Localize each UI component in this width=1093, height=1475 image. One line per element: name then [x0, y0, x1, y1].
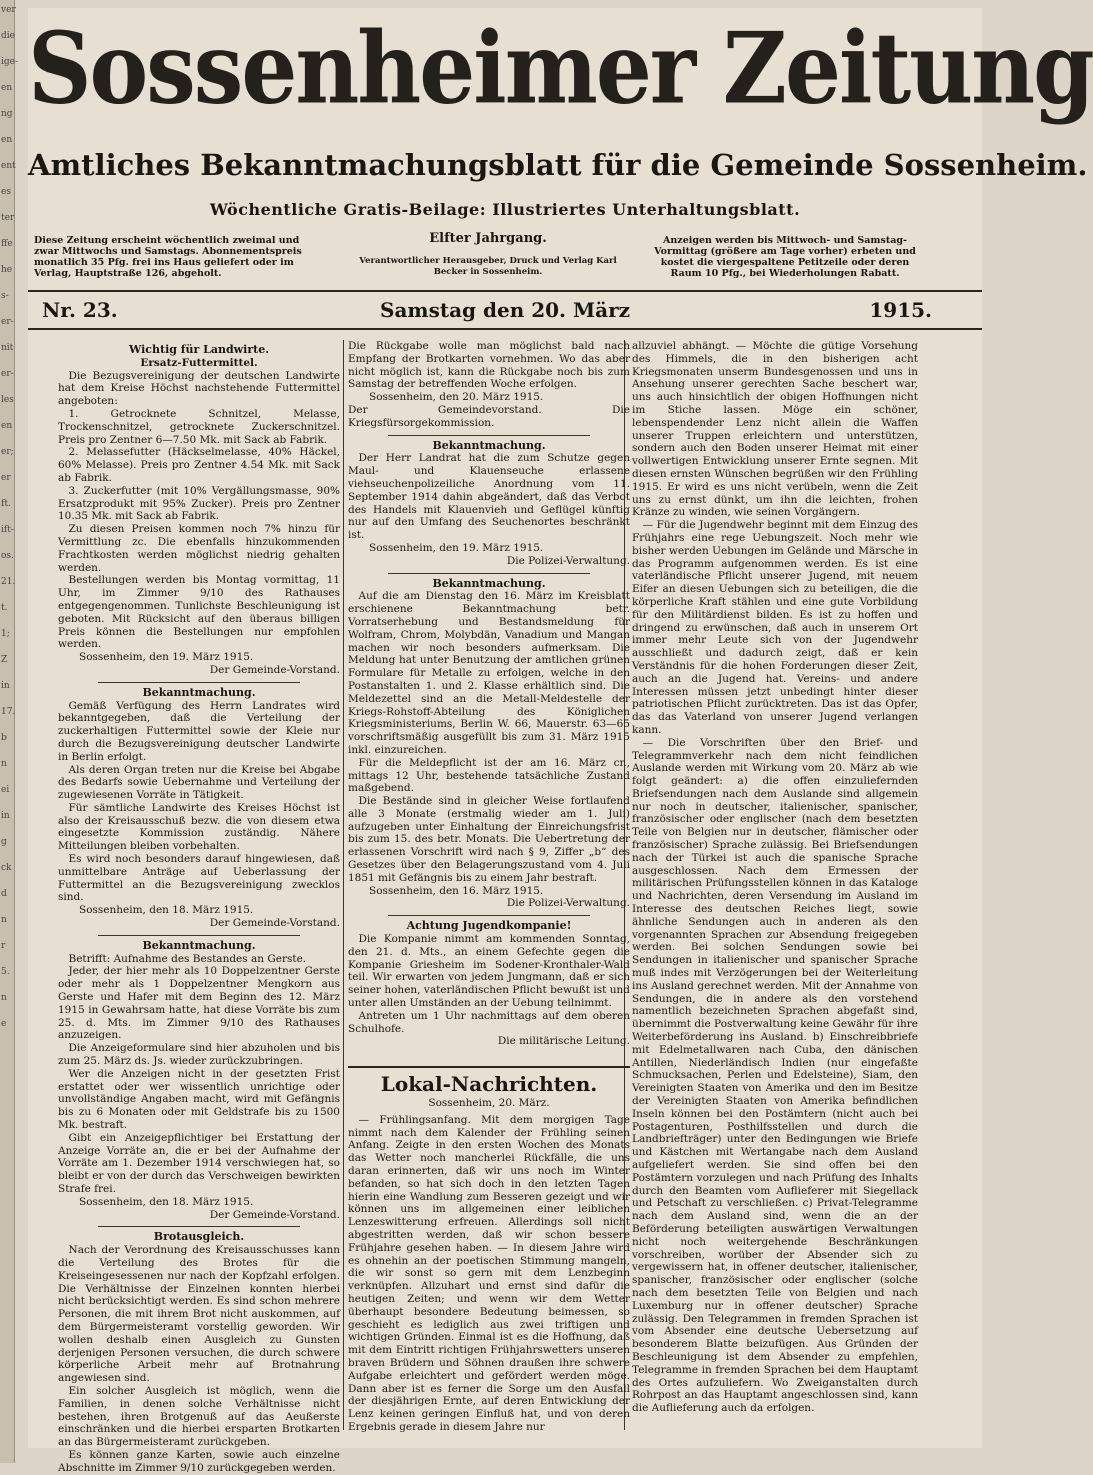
edge-fragment: er- — [1, 369, 14, 379]
edge-fragment: ng — [1, 109, 13, 119]
edge-fragment: ver — [1, 5, 16, 15]
list-item: 2. Melassefutter (Häckselmelasse, 40% Häckel, 60% Melasse). Preis pro Zentner 4.54 Mk. mit Sack ab Fabrik. — [58, 446, 340, 484]
section-title: Achtung Jugendkompanie! — [406, 919, 572, 933]
edge-fragment: er; — [1, 447, 14, 457]
edge-fragment: b — [1, 733, 7, 743]
column-1 — [58, 340, 340, 1474]
edge-fragment: Z — [1, 655, 8, 665]
publisher-info — [358, 233, 618, 278]
adjacent-page-edge — [0, 0, 19, 1463]
paragraph: Für die Meldepflicht ist der am 16. März cr., mittags 12 Uhr, bestehende tatsächliche Zustand maßgebend. — [348, 756, 630, 795]
edge-fragment: r — [1, 941, 6, 951]
issue-year: 1915. — [869, 298, 932, 322]
signature: Der Gemeinde-Vorstand. — [209, 917, 340, 930]
signature: Der Gemeindevorstand. Die Kriegsfürsorgekommission. — [348, 403, 630, 429]
place-date: Sossenheim, den 19. März 1915. — [79, 651, 254, 664]
subscription-info: Diese Zeitung erscheint wöchentlich zweimal und zwar Mittwochs und Samstags. Abonnementspreis monatlich 35 Pfg. frei ins Haus geliefert oder im Verlag, Hauptstraße 126, abgeholt. — [34, 235, 302, 279]
paragraph: Antreten um 1 Uhr nachmittags auf dem oberen Schulhofe. — [348, 1009, 630, 1035]
edge-fragment: g — [1, 837, 7, 847]
place-date: Sossenheim, den 19. März 1915. — [369, 541, 544, 554]
edge-fragment: en — [1, 421, 13, 431]
paragraph: Es wird noch besonders darauf hingewiesen, daß unmittelbare Anträge auf Ueberlassung der Futtermittel an die Bezugsvereinigung zwecklos sind. — [58, 853, 340, 904]
paragraph: Die Anzeigeformulare sind hier abzuholen und bis zum 25. März ds. Js. wieder zurückzubringen. — [58, 1042, 340, 1068]
edge-fragment: os. — [1, 551, 14, 561]
issue-number: Nr. 23. — [42, 298, 118, 322]
edge-fragment: ent — [1, 161, 16, 171]
paragraph: Die Rückgabe wolle man möglichst bald nach Empfang der Brotkarten vornehmen. Wo das aber nicht möglich ist, kann die Rückgabe noch bis zum Samstag der betreffenden Woche erfolgen. — [348, 340, 630, 391]
supplement-line: Wöchentliche Gratis-Beilage: Illustriertes Unterhaltungsblatt. — [209, 200, 801, 219]
edge-fragment: es — [1, 187, 11, 197]
paragraph: Auf die am Dienstag den 16. März im Kreisblatt erschienene Bekanntmachung betr. Vorratserhebung und Bestandsmeldung für Wolfram, Chrom, Molybdän, Vanadium und Mangan machen wir noch besonders aufmerksam. Die Meldung hat unter Benutzung der amtlichen grünen Formulare für Metalle zu erfolgen, welche in den Postanstalten 1. und 2. Klasse erhältlich sind. Die Meldezettel sind an die Metall-Meldestelle der Kriegs-Rohstoff-Abteilung des Königlichen Kriegsministeriums, Berlin W. 66, Mauerstr. 63—65 vorschriftsmäßig ausgefüllt bis zum 31. März 1915 inkl. einzureichen. — [348, 590, 630, 756]
signature: Die militärische Leitung. — [497, 1035, 630, 1048]
publisher-line: Verantwortlicher Herausgeber, Druck und Verlag Karl Becker in Sossenheim. — [359, 256, 617, 277]
section-rule — [98, 1226, 300, 1227]
edge-fragment: n — [1, 915, 7, 925]
section-rule — [98, 682, 300, 683]
edge-fragment: die — [1, 31, 15, 41]
section-rule — [388, 573, 590, 574]
paragraph: Als deren Organ treten nur die Kreise bei Abgabe des Bedarfs sowie Uebernahme und Verteilung der zugewiesenen Vorräte in Tätigkeit. — [58, 763, 340, 802]
paragraph: Ein solcher Ausgleich ist möglich, wenn die Familien, in denen solche Verhältnisse nicht bestehen, ihren Brotgenuß auf das Aeußerste einschränken und die hierbei ersparten Brotkarten an das Bürgermeisteramt zurückgeben. — [58, 1384, 340, 1449]
section-rule — [388, 435, 590, 436]
edge-fragment: d — [1, 889, 7, 899]
edge-fragment: he — [1, 265, 13, 275]
list-item: 3. Zuckerfutter (mit 10% Vergällungsmasse, 90% Ersatzprodukt mit 95% Zucker). Preis pro Zentner 10.35 Mk. mit Sack ab Fabrik. — [58, 484, 340, 523]
edge-fragment: nit — [1, 343, 14, 353]
place-date: Sossenheim, den 18. März 1915. — [79, 1195, 254, 1208]
newspaper-subtitle: Amtliches Bekanntmachungsblatt für die Gemeinde Sossenheim. — [28, 148, 1088, 182]
section-rule — [388, 915, 590, 916]
paragraph: — Die Vorschriften über den Brief- und Telegrammverkehr nach dem nicht feindlichen Auslande werden mit Wirkung vom 20. März ab wie folgt geändert: a) die offen einzuliefernden Briefsendungen nach dem Auslande sind allgemein nur noch in deutscher, italienischer, spanischer, französischer oder englischer (nach dem besetzten Teile von Belgien nur in deutscher, flämischer oder französischer) Sprache zulässig. Bei Briefsendungen nach der Türkei ist auch die spanische Sprache ausgeschlossen. Nach dem Ermessen der militärischen Prüfungsstellen können in das Kataloge und Nachrichten, deren Versendung im Ausland im Interesse des deutschen Reiches liegt, sowie ähnliche Sendungen auch in anderen als den vorgenannten Sprachen zur Absendung freigegeben werden. Bei solchen Sendungen sowie bei Sendungen in italienischer und spanischer Sprache muß indes mit Verzögerungen bei der Weiterleitung ins Ausland gerechnet werden. Mit der Annahme von Sendungen, die in andere als den vorstehend namentlich bezeichneten Sprachen abgefaßt sind, übernimmt die Postverwaltung keine Gewähr für ihre Weiterbeförderung ins Ausland. b) Einschreibbriefe mit Edelmetallwaren nach Cuba, den dänischen Antillen, Niederländisch Indien (nur eingefaßte Schmucksachen, Perlen und Edelsteine), Siam, den Vereinigten Staaten von Amerika und den im Besitze der Vereinigten Staaten von Amerika befindlichen Inseln können bei den Postämtern (nicht auch bei Postagenturen, Posthilfsstellen und durch die Landbriefträger) unter den Bedingungen wie Briefe und Kästchen mit Wertangabe nach dem Ausland aufgeliefert werden. Sie sind offen bei den Postämtern vorzulegen und nach Prüfung des Inhalts durch den Beamten vom Auflieferer mit Siegellack und Petschaft zu verschließen. c) Privat-Telegramme nach dem Ausland sind, wenn die an der Beförderung beteiligten auswärtigen Verwaltungen nicht noch weitergehende Beschränkungen vorschreiben, worüber der Absender sich zu vergewissern hat, in offener deutscher, italienischer, spanischer, französischer oder englischer (solche nach dem besetzten Teile von Belgien und nach Luxemburg nur in offener deutscher) Sprache zulässig. Den Telegrammen in fremden Sprachen ist vom Absender eine deutsche Uebersetzung auf besonderem Blatte beizufügen. Aus Gründen der Beschleunigung ist dem Absender zu empfehlen, Telegramme in fremden Sprachen bei dem Hauptamt des Ortes aufzuliefern. Wo Zweiganstalten durch Rohrpost an das Hauptamt angeschlossen sind, kann die Auflieferung auch da erfolgen. — [632, 736, 918, 1415]
newspaper-page — [28, 8, 1093, 1474]
list-item: 1. Getrocknete Schnitzel, Melasse, Trockenschnitzel, getrocknete Zuckerschnitzel. Preis pro Zentner 6—7.50 Mk. mit Sack ab Fabrik. — [58, 407, 340, 446]
edge-fragment: t. — [1, 603, 8, 613]
paragraph: — Frühlingsanfang. Mit dem morgigen Tage nimmt nach dem Kalender der Frühling seinen Anfang. Zeigte in den ersten Wochen des Monats das Wetter noch mancherlei Rückfälle, die uns daran erinnerten, daß wir uns noch im Winter befanden, so hat sich doch in den letzten Tagen hierin eine Wandlung zum Besseren gezeigt und wir können uns im allgemeinen einer leiblichen Lenzeswitterung erfreuen. Allerdings soll nicht abgestritten werden, daß wir schon bessere Frühjahre gesehen haben. — In diesem Jahre wird es ohnehin an der poetischen Stimmung mangeln, die wir sonst so gern mit dem Lenzbeginn verknüpfen. Allzuhart und ernst sind dafür die heutigen Zeiten; und wenn wir dem Wetter überhaupt besondere Bedeutung beimessen, so geschieht es lediglich aus zwei triftigen und wichtigen Gründen. Einmal ist es die Hoffnung, daß mit dem Eintritt richtigen Frühjahrswetters unseren braven Brüdern und Söhnen draußen ihre schwere Aufgabe erleichtert und gefördert werden möge. Dann aber ist es ferner die Sorge um den Ausfall der diesjährigen Ernte, auf deren Entwicklung der Lenz keinen geringen Einfluß hat, und von deren Ergebnis gerade in diesem Jahre nur — [348, 1113, 630, 1433]
edge-fragment: ft. — [1, 499, 11, 509]
edge-fragment: e — [1, 1019, 7, 1029]
edge-fragment: en — [1, 135, 13, 145]
paragraph: Die Bestände sind in gleicher Weise fortlaufend alle 3 Monate (erstmalig wieder am 1. Juli) aufzugeben unter Einhaltung der Einreichungsfrist bis zum 15. des betr. Monats. Die Uebertretung der erlassenen Vorschrift wird nach § 9, Ziffer „b“ des Gesetzes über den Belagerungszustand vom 4. Juli 1851 mit Gefängnis bis zu einem Jahr bestraft. — [348, 795, 630, 884]
edge-fragment: ter — [1, 213, 15, 223]
paragraph: Der Herr Landrat hat die zum Schutze gegen Maul- und Klauenseuche erlassene viehseuchenpolizeiliche Anordnung vom 11. September 1914 dahin abgeändert, daß das Verbot des Handels mit Klauenvieh und Geflügel künftig nur auf den Umfang des Seuchenortes beschränkt ist. — [348, 452, 630, 542]
edge-fragment: 5. — [1, 967, 10, 977]
masthead — [28, 8, 1093, 143]
column-divider — [343, 340, 344, 1430]
column-2 — [348, 340, 630, 1440]
signature: Der Gemeinde-Vorstand. — [209, 663, 340, 676]
place-date: Sossenheim, den 20. März 1915. — [369, 391, 544, 404]
local-news-heading: Lokal-Nachrichten. — [348, 1066, 630, 1091]
section-title: Bekanntmachung. — [142, 685, 256, 699]
edge-fragment: n — [1, 759, 7, 769]
place-date: Sossenheim, den 16. März 1915. — [369, 884, 544, 897]
edge-fragment: in — [1, 681, 10, 691]
edge-fragment: er — [1, 473, 11, 483]
edge-fragment: ffe — [1, 239, 13, 249]
paragraph: Jeder, der hier mehr als 10 Doppelzentner Gerste oder mehr als 1 Doppelzentner Mengkorn aus Gerste und Hafer mit dem Beginn des 12. März 1915 in Gewahrsam hatte, hat diese Vorräte bis zum 25. d. Mts. im Zimmer 9/10 des Rathauses anzuzeigen. — [58, 965, 340, 1042]
issue-date: Samstag den 20. März — [380, 298, 630, 322]
edge-fragment: s- — [1, 291, 9, 301]
paragraph: Die Kompanie nimmt am kommenden Sonntag, den 21. d. Mts., an einem Gefechte gegen die Kompanie Griesheim im Sodener-Kronthaler-Wald teil. Wir erwarten von jedem Jungmann, daß er sich seiner hohen, vaterländischen Pflicht bewußt ist und unter allen Umständen an der Uebung teilnimmt. — [348, 933, 630, 1010]
paragraph: Es können ganze Karten, sowie auch einzelne Abschnitte im Zimmer 9/10 zurückgegeben werden. — [58, 1448, 340, 1474]
dateline — [28, 290, 982, 330]
paragraph: Zu diesen Preisen kommen noch 7% hinzu für Vermittlung zc. Die ebenfalls hinzukommenden Frachtkosten werden möglichst niedrig gehalten werden. — [58, 523, 340, 574]
edge-fragment: les — [1, 395, 14, 405]
edge-fragment: ige- — [1, 57, 19, 67]
paragraph: Nach der Verordnung des Kreisausschusses kann die Verteilung des Brotes für die Kreiseingesessenen nur nach der Kopfzahl erfolgen. Die Verhältnisse der Einzelnen konnten hierbei nicht berücksichtigt werden. Es sind schon mehrere Personen, die mit ihrem Brot nicht auskommen, auf dem Bürgermeisteramt vorstellig geworden. Wir wollen deshalb einen Ausgleich zu Gunsten derjenigen Personen versuchen, die durch schwere körperliche Arbeit mehr auf Brotnahrung angewiesen sind. — [58, 1244, 340, 1385]
paragraph: Für sämtliche Landwirte des Kreises Höchst ist also der Kreisausschuß bezw. die von diesem etwa eingesetzte Kommission zuständig. Nähere Mitteilungen bleiben vorbehalten. — [58, 801, 340, 853]
paragraph: allzuviel abhängt. — Möchte die gütige Vorsehung des Himmels, die in den bisherigen acht Kriegsmonaten unserm Bundesgenossen und uns in Ansehung unserer gerechten Sache beschert war, uns auch hinsichtlich der obigen Hoffnungen nicht im Stiche lassen. Möge ein schöner, lebenspendender Lenz nicht allein die Waffen unserer Truppen erleichtern und unterstützen, sondern auch den Boden unserer Heimat mit einer vollwertigen Entwicklung unserer Ernte segnen. Mit diesen ernsten Wünschen begrüßen wir den Frühling 1915. Er wird es uns nicht verübeln, wenn die Zeit uns zu ernst dünkt, um ihn die leichten, frohen Kränze zu winden, wie seinen Vorgängern. — [632, 340, 918, 519]
edge-fragment: ck — [1, 863, 12, 873]
section-title: Wichtig für Landwirte. — [128, 343, 270, 356]
edge-fragment: ift- — [1, 525, 14, 535]
paragraph: Wer die Anzeigen nicht in der gesetzten Frist erstattet oder wer wissentlich unrichtige oder unvollständige Angaben macht, wird mit Gefängnis bis zu 6 Monaten oder mit Geldstrafe bis zu 1500 Mk. bestraft. — [58, 1067, 340, 1132]
paragraph: Gibt ein Anzeigepflichtiger bei Erstattung der Anzeige Vorräte an, die er bei der Aufnahme der Vorräte am 1. Dezember 1914 verschwiegen hat, so bleibt er von der durch das Verschweigen bewirkten Strafe frei. — [58, 1131, 340, 1195]
edge-fragment: 17. — [1, 707, 16, 717]
edge-fragment: en — [1, 83, 13, 93]
place-date: Sossenheim, den 18. März 1915. — [79, 904, 254, 917]
signature: Die Polizei-Verwaltung. — [506, 554, 630, 567]
signature: Die Polizei-Verwaltung. — [506, 897, 630, 910]
edge-fragment: er- — [1, 317, 14, 327]
edge-fragment: 21. — [1, 577, 16, 587]
paragraph: Die Bezugsvereinigung der deutschen Landwirte hat dem Kreise Höchst nachstehende Futtermittel angeboten: — [58, 369, 340, 408]
advert-info: Anzeigen werden bis Mittwoch- und Samstag-Vormittag (größere am Tage vorher) erbeten und kostet die viergespaltene Petitzeile oder deren Raum 10 Pfg., bei Wiederholungen Rabatt. — [654, 235, 916, 279]
edge-fragment: in — [1, 811, 10, 821]
section-rule — [98, 935, 300, 936]
volume-year: Elfter Jahrgang. — [429, 231, 547, 246]
edge-fragment: n — [1, 993, 7, 1003]
paragraph: Betrifft: Aufnahme des Bestandes an Gerste. — [68, 952, 307, 965]
paragraph: — Für die Jugendwehr beginnt mit dem Einzug des Frühjahrs eine rege Uebungszeit. Noch mehr wie bisher werden Uebungen im Gelände und Märsche in das Programm aufgenommen werden. Es ist eine vaterländische Pflicht unserer Jugend, mit neuem Eifer an diesen Uebungen sich zu beteiligen, die die körperliche Kraft stählen und eine gute Vorbildung für den Militärdienst bilden. Es ist zu hoffen und dringend zu erwünschen, daß auch in unserem Ort immer mehr Leute sich von der Jugendwehr ausschließt und dadurch zeigt, daß er kein Verständnis für die hohen Forderungen dieser Zeit, auch an die Jugend hat. Vereins- und andere Interessen müssen jetzt unbedingt hinter dieser patriotischen Pflicht zurücktreten. Das ist das Opfer, das das Vaterland von unserer Jugend verlangen kann. — [632, 519, 918, 736]
section-title: Bekanntmachung. — [142, 938, 256, 952]
section-title: Bekanntmachung. — [432, 438, 546, 452]
column-3 — [632, 340, 918, 1440]
edge-fragment: 1; — [1, 629, 10, 639]
paragraph: Gemäß Verfügung des Herrn Landrates wird bekanntgegeben, daß die Verteilung der zuckerhaltigen Futtermittel sowie der Kleie nur durch die Bezugsvereinigung deutscher Landwirte in Berlin erfolgt. — [58, 699, 340, 763]
section-subtitle: Ersatz-Futtermittel. — [140, 356, 258, 369]
newspaper-title: Sossenheimer Zeitung — [28, 9, 1093, 127]
local-news-dateline: Sossenheim, 20. März. — [428, 1097, 550, 1110]
edge-fragment: ei — [1, 785, 10, 795]
section-title: Brotausgleich. — [153, 1230, 245, 1244]
signature: Der Gemeinde-Vorstand. — [209, 1208, 340, 1221]
section-title: Bekanntmachung. — [432, 576, 546, 590]
paragraph: Bestellungen werden bis Montag vormittag, 11 Uhr, im Zimmer 9/10 des Rathauses entgegengenommen. Tunlichste Beschleunigung ist geboten. Mit Rücksicht auf den überaus billigen Preis können die Bestellungen nur empfohlen werden. — [58, 574, 340, 651]
